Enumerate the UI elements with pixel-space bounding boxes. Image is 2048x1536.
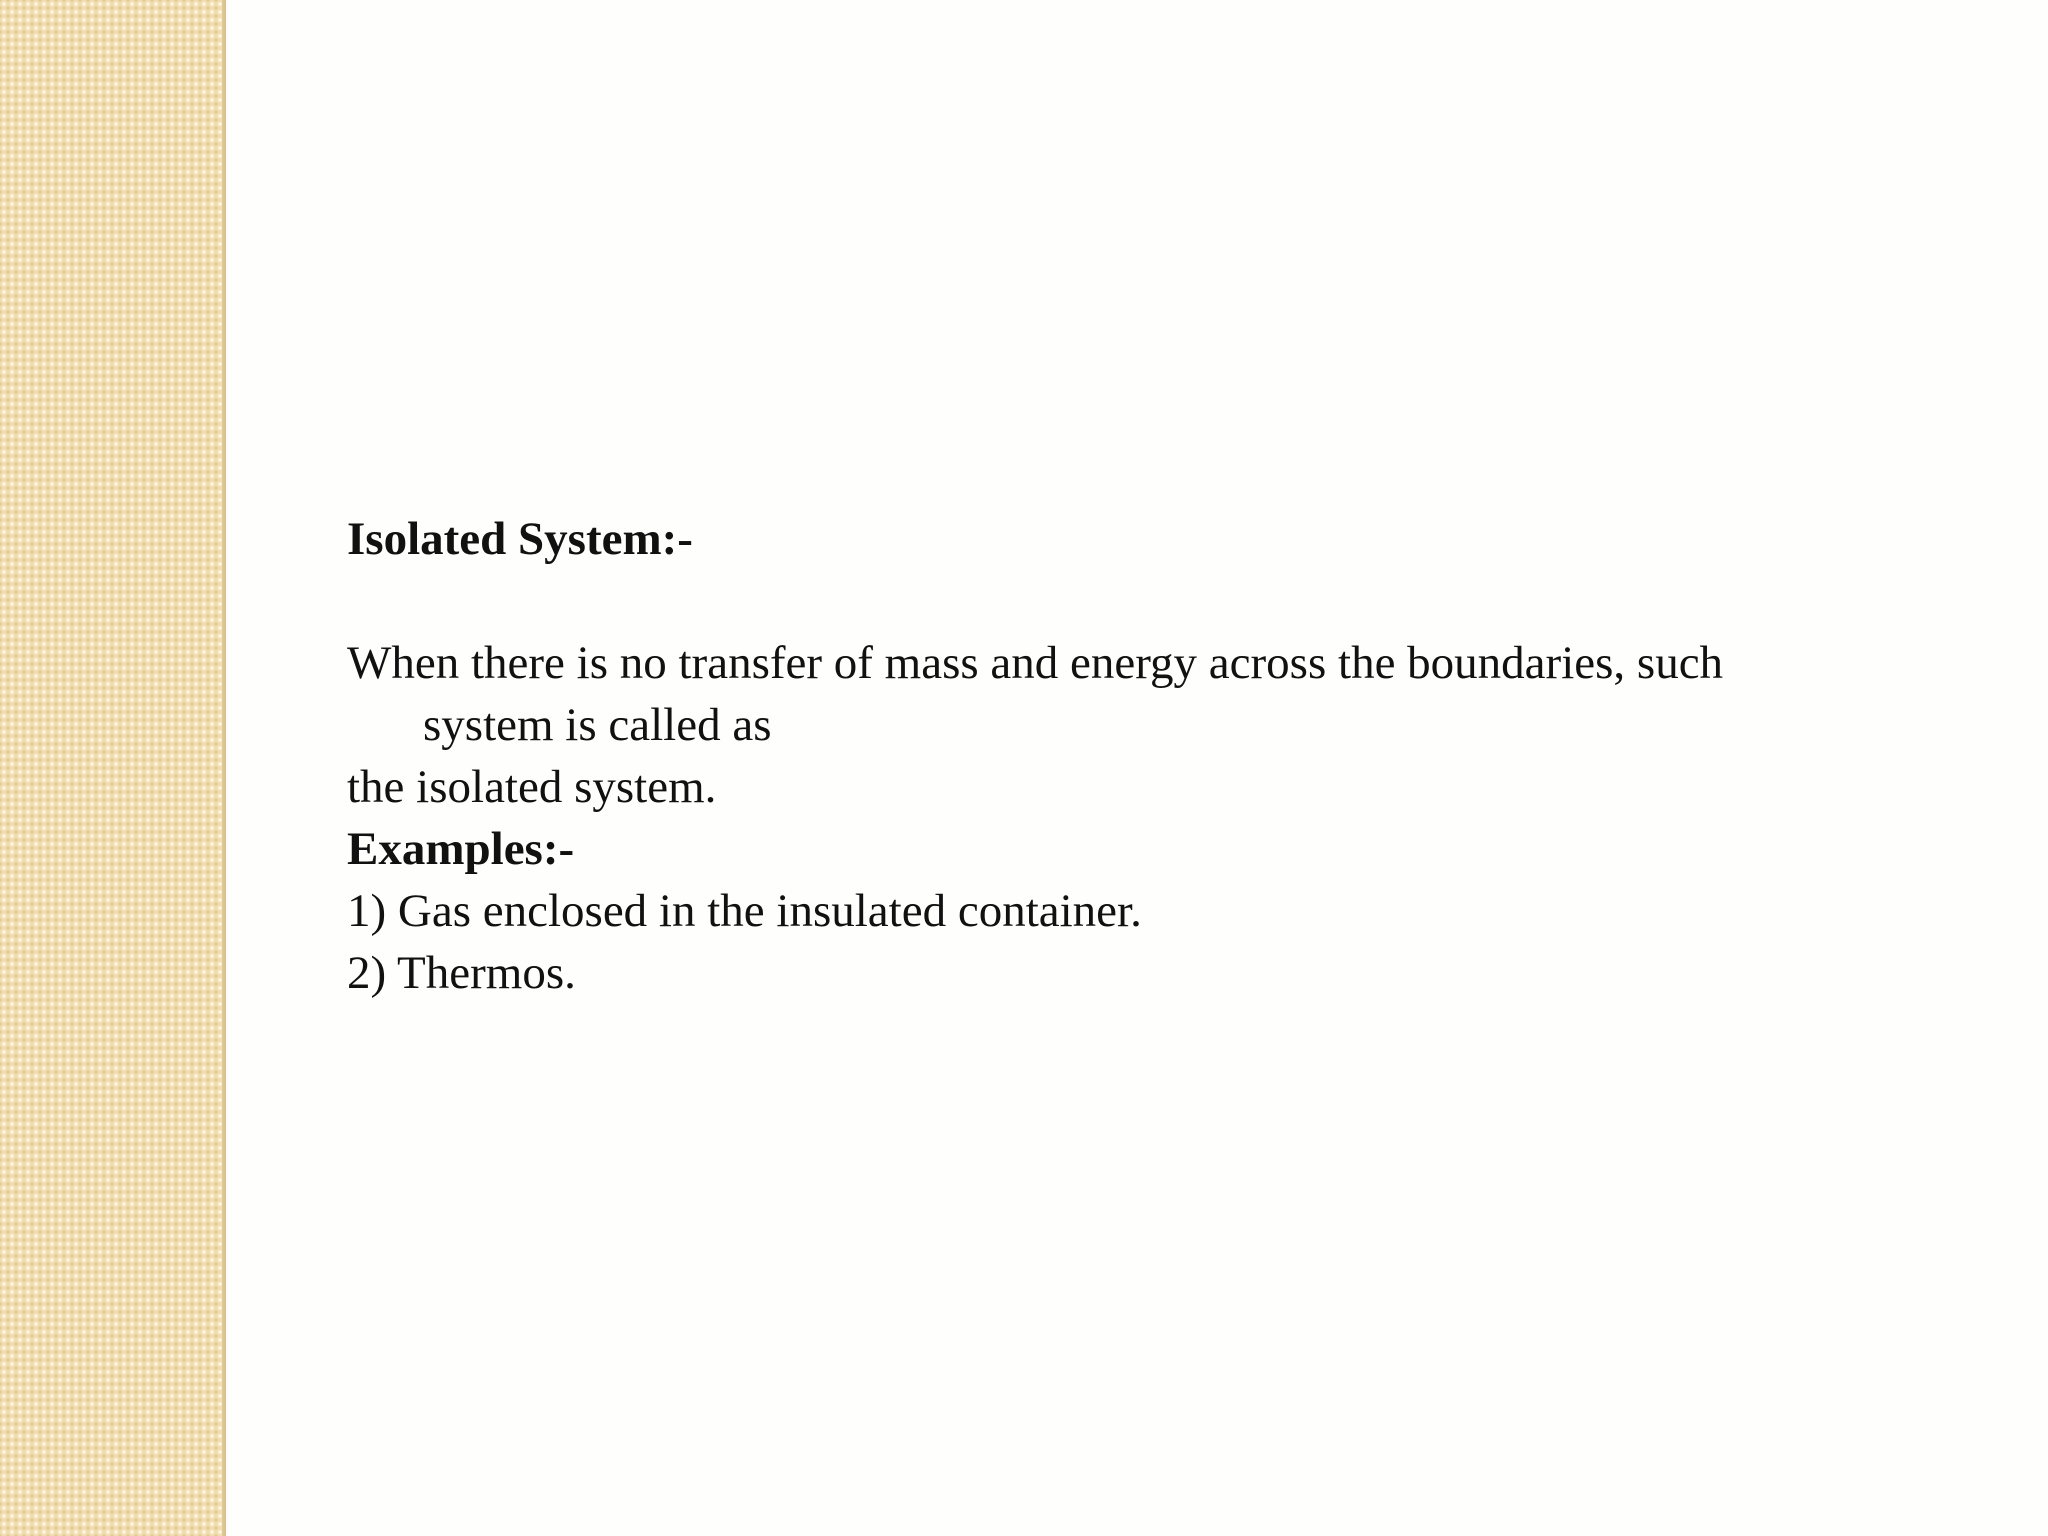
slide-content <box>347 508 1907 1004</box>
definition-paragraph <box>347 632 1907 756</box>
example-item-2: 2) Thermos. <box>347 947 576 999</box>
definition-line-1: When there is no transfer of mass and energy across the boundaries, such <box>347 637 1724 689</box>
definition-line-2: system is called as <box>423 699 772 751</box>
spacer <box>347 570 1907 632</box>
example-item-1: 1) Gas enclosed in the insulated container. <box>347 885 1142 937</box>
definition-line-3: the isolated system. <box>347 761 717 813</box>
decorative-side-panel <box>0 0 226 1536</box>
examples-heading: Examples:- <box>347 823 575 875</box>
slide-heading: Isolated System:- <box>347 513 693 565</box>
